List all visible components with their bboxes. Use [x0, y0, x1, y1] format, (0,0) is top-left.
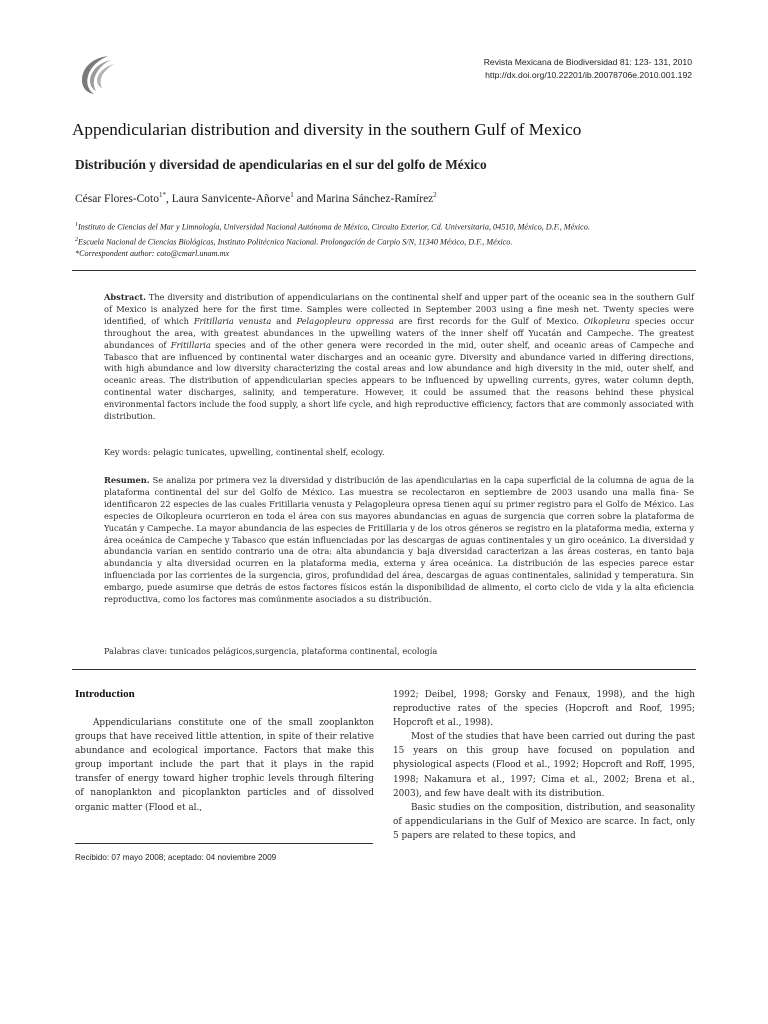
species-name: Fritillaria — [170, 339, 211, 350]
resumen — [104, 475, 694, 606]
author-list — [75, 191, 715, 205]
author-name: César Flores-Coto — [75, 192, 160, 205]
article-title-english: Appendicularian distribution and diversity in the southern Gulf of Mexico — [72, 120, 582, 139]
journal-reference — [484, 56, 692, 82]
received-dates: Recibido: 07 mayo 2008; aceptado: 04 noviembre 2009 — [75, 853, 277, 862]
affiliation-text: Escuela Nacional de Ciencias Biológicas, Instituto Politécnico Nacional. Prolongación de Carpio S/N, 11340 México, D.F., México. — [78, 237, 513, 247]
author-separator: , — [166, 192, 172, 205]
abstract — [104, 292, 694, 423]
divider-top — [72, 270, 696, 271]
keywords: Key words: pelagic tunicates, upwelling, continental shelf, ecology. — [104, 447, 385, 457]
affiliation-text: Instituto de Ciencias del Mar y Limnología, Universidad Nacional Autónoma de México, Circuito Exterior, Cd. Universitaria, 04510, México, D.F., México. — [78, 222, 590, 232]
author-superscript: 2 — [433, 191, 437, 199]
section-heading-introduction: Introduction — [75, 688, 135, 700]
author-superscript: 1 — [290, 191, 294, 199]
palabras-clave: Palabras clave: tunicados pelágicos,surgencia, plataforma continental, ecología — [104, 646, 438, 656]
author-name: Laura Sanvicente-Añorve — [171, 192, 291, 205]
affiliation-marker: 2 — [75, 236, 78, 243]
divider-bottom — [72, 669, 696, 670]
body-paragraph: Basic studies on the composition, distribution, and seasonality of appendicularians in the Gulf of Mexico are scarce. In fact, only 5 papers are related to these topics, and — [393, 802, 695, 841]
resumen-text: Se analiza por primera vez la diversidad y distribución de las apendicularias en la capa superficial de la columna de agua de la plataforma continental del sur del Golfo de México. Las muestra se recolectaron en septiembre de 2003 usando una malla fina- Se identificaron 22 especies de las cuales Fritillaria venusta y Pelagopleura opresa tienen aquí su primer registro para el Golfo de México. Las especies de Oikopleura ocurrieron en toda el área con sus mayores abundancias en aguas de surgencia que corren sobre la plataforma de Yucatán y Campeche. La mayor abundancia de las especies de Fritillaria y de los otros géneros se registro en la plataforma media, externa y área oceánica de Campeche y Tabasco que están influenciadas por las descargas de aguas continentales y un giro oceánico. La diversidad y abundancia varían en sentido contrario una de otra: alta abundancia y baja diversidad caracterizan a las áreas costeras, en tanto baja abundancia y alta diversidad ocurren en la plataforma media, externa y área oceánica. La distribución de las especies parece estar influenciada por las corrientes de la surgencia, giros, profundidad del área, descargas de aguas continentales, salinidad y temperatura. Sin embargo, puede asumirse que detrás de estos factores físicos están la disponibilidad de alimento, el corto ciclo de vida y la alta eficiencia reproductiva, como los factores mas comúnmente asociados a su distribución. — [104, 475, 694, 605]
journal-citation: Revista Mexicana de Biodiversidad 81: 123- 131, 2010 — [483, 57, 692, 67]
abstract-text: species and of the other genera were recorded in the mid, outer shelf, and oceanic areas of Campeche and Tabasco that are influenced by continental water discharges and an oceanic gyre. Diversity and abundance varied in differing directions, with high abundance and low diversity characterizing the costal areas and low abundance and high diversity in the mid, outer shelf, and oceanic areas. The distribution of appendicularian species appears to be influenced by upwelling currents, gyres, water column depth, continental water discharges, salinity, and temperature. However, it could be assumed that the reasons behind these physical environmental factors include the food supply, a short life cycle, and high reproductive efficiency, factors that are commonly associated with distribution. — [104, 339, 695, 422]
author-superscript: 1* — [159, 191, 167, 199]
abstract-text: The diversity and distribution of appendicularians on the continental shelf and upper part of the oceanic sea in the southern Gulf of Mexico is analyzed here for the first time. Samples were collected in September 2003 using a fine mesh net. Twenty species were identified, of which — [104, 292, 694, 326]
doi-link[interactable]: http://dx.doi.org/10.22201/ib.20078706e.2010.001.192 — [485, 70, 692, 80]
journal-logo — [78, 52, 122, 96]
species-name: Pelagopleura oppressa — [296, 315, 394, 326]
abstract-text: and — [271, 315, 297, 326]
resumen-label: Resumen. — [104, 475, 150, 485]
affiliations — [75, 219, 700, 260]
article-title-spanish: Distribución y diversidad de apendicularias en el sur del golfo de México — [75, 157, 487, 172]
species-name: Fritillaria venusta — [193, 315, 272, 326]
body-paragraph: Appendicularians constitute one of the small zooplankton groups that have received little attention, in spite of their relative abundance and ecological importance. Factors that make this group important include the part that it plays in the rapid transfer of energy toward higher trophic levels through filtering of nanoplankton and picoplankton particles and of dissolved organic matter (Flood et al., — [75, 718, 374, 813]
abstract-label: Abstract. — [104, 292, 147, 302]
footnote-divider — [75, 843, 373, 844]
abstract-text: species occur throughout the area, with greatest abundances in the upwelling waters of the inner shelf off Yucatán and Campeche. The greatest abundances of — [104, 315, 695, 350]
affiliation-2 — [75, 234, 700, 249]
abstract-text: are first records for the Gulf of Mexico. — [393, 315, 584, 326]
author-separator: and — [293, 192, 317, 205]
body-column-right — [393, 688, 695, 843]
corresponding-author: *Correspondent author: coto@cmarl.unam.mx — [75, 249, 230, 259]
author-name: Marina Sánchez-Ramírez — [316, 192, 434, 205]
affiliation-1 — [75, 219, 700, 234]
affiliation-marker: 1 — [75, 222, 78, 228]
body-column-left — [75, 716, 374, 815]
body-paragraph: 1992; Deibel, 1998; Gorsky and Fenaux, 1998), and the high reproductive rates of the species (Hopcroft and Roof, 1995; Hopcroft et al., 1998). — [393, 690, 695, 729]
species-name: Oikopleura — [583, 315, 631, 326]
body-paragraph: Most of the studies that have been carried out during the past 15 years on this group have focused on population and physiological aspects (Flood et al., 1992; Hopcroft and Roff, 1995, 1998; Nakamura et al., 1997; Cima et al., 2002; Brena et al., 2003), and few have dealt with its distribution. — [393, 732, 695, 799]
